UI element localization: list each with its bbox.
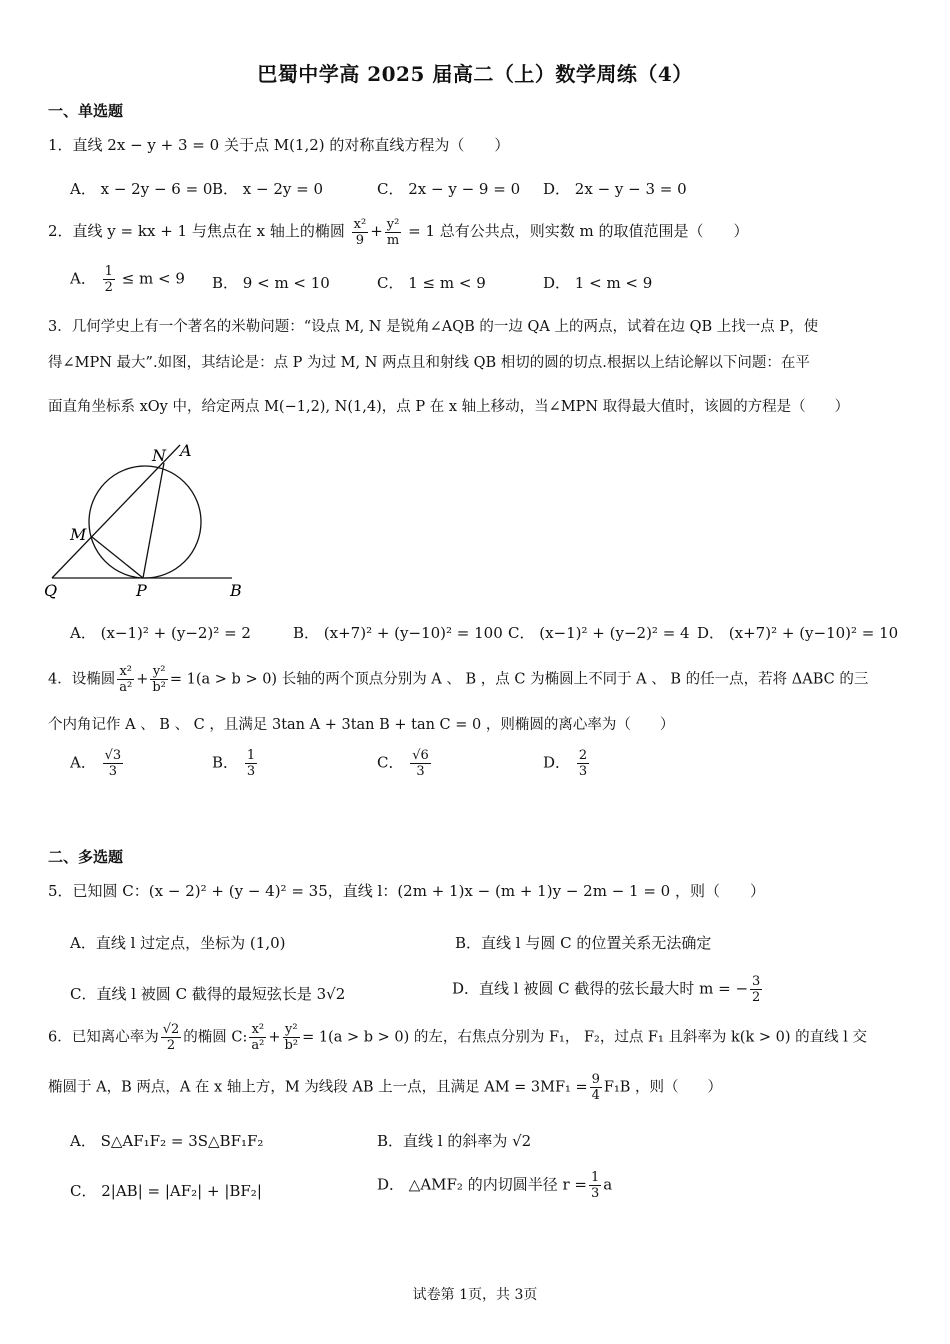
q2-stem-part2: = 1 总有公共点，则实数 m 的取值范围是（ ）: [408, 222, 749, 240]
section-multi-choice: 二、多选题: [48, 848, 124, 866]
q2-stem-part1: 2．直线 y = kx + 1 与焦点在 x 轴上的椭圆: [48, 222, 345, 240]
q1-option-a: A． x − 2y − 6 = 0: [70, 180, 213, 198]
question-3-line-2: 得∠MPN 最大”.如图，其结论是：点 P 为过 M, N 两点且和射线 QB 相切的圆的切点.根据以上结论解以下问题：在平: [48, 355, 810, 371]
q4-option-d: D． $\frac{2}{3}$: [543, 748, 588, 779]
q3-option-b: B． (x+7)² + (y−10)² = 100: [293, 624, 503, 642]
label-q: Q: [44, 581, 58, 600]
question-2-stem: 2．直线 y = kx + 1 与焦点在 x 轴上的椭圆 $\frac{\text{x²}}{9}$ + $\frac{\text{y²}}{m}$ = 1 总有公共点，则实数 m 的取值范围是（ ）: [48, 216, 749, 248]
q4-option-b: B． $\frac{1}{3}$: [212, 748, 256, 779]
q4-option-a: A． $\frac{√3}{3}$: [70, 748, 122, 779]
question-4-line-1: 4．设椭圆 $\frac{\text{x²}}{\text{a²}}$ + $\frac{\text{y²}}{\text{b²}}$ = 1(a > b > 0) 长轴的两个顶点分别为 A 、 B ，点 C 为椭圆上不同于 A 、 B 的任一点，若将 ΔABC 的三: [48, 664, 869, 695]
question-6-line-1: 6．已知离心率为 $\frac{√2}{2}$ 的椭圆 C: $\frac{\text{x²}}{\text{a²}}$ + $\frac{\text{y²}}{\text{b²}}$ = 1(a > b > 0) 的左，右焦点分别为 F₁， F₂，过点 F₁ 且斜率为 k(k > 0) 的直线 l 交: [48, 1022, 867, 1053]
question-3-line-1: 3．几何学史上有一个著名的米勒问题：“设点 M, N 是锐角∠AQB 的一边 QA 上的两点，试着在边 QB 上找一点 P，使: [48, 319, 819, 335]
q3-option-d: D． (x+7)² + (y−10)² = 10: [697, 624, 899, 642]
q2-option-a: A． $\frac{1}{2}$ ≤ m < 9: [70, 264, 185, 295]
label-a: A: [180, 441, 192, 460]
question-1-stem: 1．直线 2x − y + 3 = 0 关于点 M(1,2) 的对称直线方程为（ ）: [48, 136, 510, 154]
question-5-stem: 5．已知圆 C：(x − 2)² + (y − 4)² = 35，直线 l：(2m + 1)x − (m + 1)y − 2m − 1 = 0 ，则（ ）: [48, 882, 765, 900]
q1-option-d: D． 2x − y − 3 = 0: [543, 180, 687, 198]
q4-option-c: C． $\frac{√6}{3}$: [377, 748, 429, 779]
label-m: M: [70, 525, 87, 544]
q2-option-c: C． 1 ≤ m < 9: [377, 274, 486, 292]
q1-option-c: C． 2x − y − 9 = 0: [377, 180, 521, 198]
q5-option-d: D．直线 l 被圆 C 截得的弦长最大时 m = − $\frac{3}{2}$: [452, 974, 761, 1005]
q6-option-a: A． S△AF₁F₂ = 3S△BF₁F₂: [70, 1132, 264, 1150]
q1-option-b: B． x − 2y = 0: [212, 180, 324, 198]
q6-option-d: D． △AMF₂ 的内切圆半径 r = $\frac{1}{3}$ a: [377, 1170, 613, 1201]
q6-option-b: B．直线 l 的斜率为 √2: [377, 1132, 532, 1150]
q2-fraction-y2-m: $\frac{\text{y²}}{m}$: [386, 216, 400, 248]
q5-option-c: C．直线 l 被圆 C 截得的最短弦长是 3√2: [70, 985, 346, 1003]
q6-option-c: C． 2|AB| = |AF₂| + |BF₂|: [70, 1182, 262, 1200]
page-title: 巴蜀中学高 2025 届高二（上）数学周练（4）: [257, 62, 693, 86]
label-p: P: [136, 581, 147, 600]
section-single-choice: 一、单选题: [48, 102, 124, 120]
q2-option-b: B． 9 < m < 10: [212, 274, 330, 292]
label-b: B: [230, 581, 242, 600]
q5-option-b: B．直线 l 与圆 C 的位置关系无法确定: [455, 934, 712, 952]
question-6-line-2: 椭圆于 A，B 两点，A 在 x 轴上方，M 为线段 AB 上一点，且满足 AM = 3MF₁ = $\frac{9}{4}$ F₁B ，则（ ）: [48, 1072, 723, 1103]
miller-problem-figure: [40, 440, 260, 605]
q5-option-a: A．直线 l 过定点，坐标为 (1,0): [70, 934, 286, 952]
q3-option-a: A． (x−1)² + (y−2)² = 2: [70, 624, 251, 642]
question-4-line-2: 个内角记作 A 、 B 、 C ，且满足 3tan A + 3tan B + tan C = 0 ，则椭圆的离心率为（ ）: [48, 717, 675, 733]
page-footer: 试卷第 1页，共 3页: [412, 1287, 538, 1303]
segment-mp: [92, 537, 143, 578]
label-n: N: [152, 446, 166, 465]
q2-fraction-x2-9: $\frac{\text{x²}}{9}$: [353, 216, 367, 248]
q3-option-c: C． (x−1)² + (y−2)² = 4: [508, 624, 690, 642]
question-3-line-3: 面直角坐标系 xOy 中，给定两点 M(−1,2), N(1,4)，点 P 在 x 轴上移动，当∠MPN 取得最大值时，该圆的方程是（ ）: [48, 399, 850, 415]
q2-option-d: D． 1 < m < 9: [543, 274, 653, 292]
